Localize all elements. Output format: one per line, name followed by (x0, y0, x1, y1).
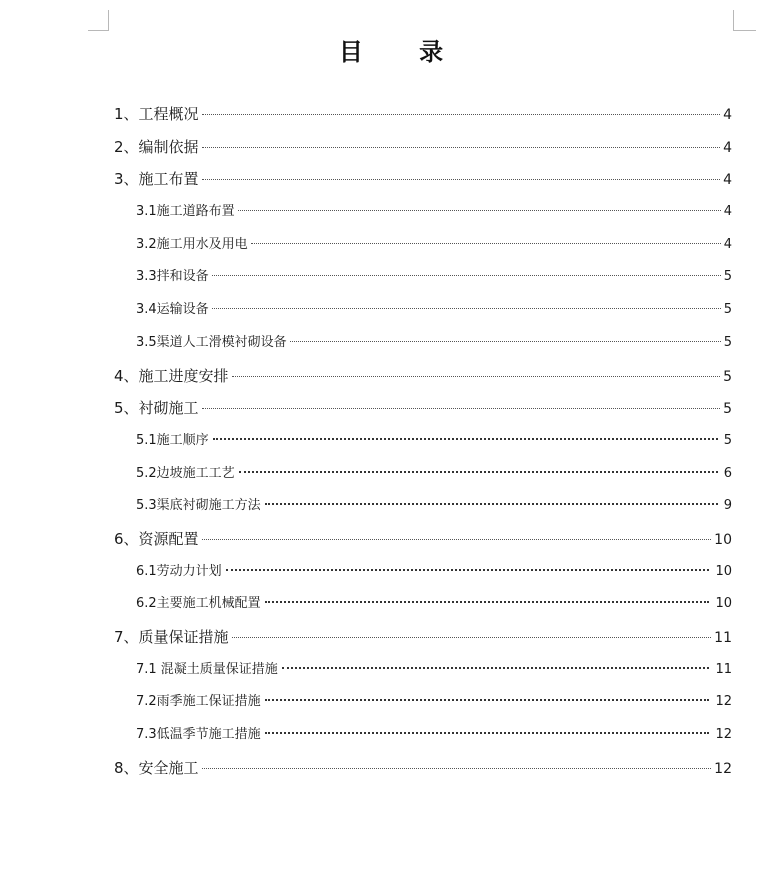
toc-entry-page: 11 (714, 630, 732, 646)
toc-leader-dots (265, 503, 718, 505)
toc-subentry[interactable] (0, 425, 732, 458)
toc-leader-dots (232, 376, 721, 377)
toc-entry-label: 7.2雨季施工保证措施 (136, 694, 261, 710)
toc-list (0, 98, 782, 784)
toc-leader-dots (282, 667, 710, 669)
toc-entry-label: 3.5渠道人工滑模衬砌设备 (136, 334, 287, 350)
toc-entry-label: 5.2边坡施工工艺 (136, 465, 235, 481)
toc-entry-label: 2、编制依据 (114, 137, 199, 156)
toc-entry-page: 5 (723, 334, 732, 350)
toc-subentry[interactable] (0, 458, 732, 491)
toc-subentry[interactable] (0, 294, 732, 327)
toc-entry[interactable] (0, 523, 732, 556)
toc-leader-dots (238, 210, 721, 211)
toc-entry-label: 3.2施工用水及用电 (136, 236, 248, 252)
toc-entry-page: 5 (723, 401, 732, 418)
toc-leader-dots (202, 539, 712, 540)
toc-leader-dots (232, 637, 712, 638)
toc-entry-label: 6、资源配置 (114, 529, 199, 548)
toc-entry-page: 12 (715, 727, 732, 743)
toc-subentry[interactable] (0, 654, 732, 687)
toc-entry-page: 4 (723, 204, 732, 220)
toc-entry[interactable] (0, 392, 732, 425)
toc-entry-page: 5 (723, 368, 732, 385)
toc-entry-page: 6 (723, 465, 732, 481)
toc-entry-page: 10 (715, 596, 732, 612)
toc-subentry[interactable] (0, 327, 732, 360)
toc-entry[interactable] (0, 752, 732, 785)
toc-entry[interactable] (0, 360, 732, 393)
toc-subentry[interactable] (0, 719, 732, 752)
toc-leader-dots (265, 601, 710, 603)
toc-leader-dots (251, 243, 721, 244)
toc-entry-label: 7.3低温季节施工措施 (136, 727, 261, 743)
crop-mark-top-left (88, 10, 109, 31)
toc-title: 目 录 (338, 37, 468, 66)
toc-entry[interactable] (0, 98, 732, 131)
toc-subentry[interactable] (0, 686, 732, 719)
toc-leader-dots (265, 732, 710, 734)
toc-leader-dots (226, 569, 710, 571)
toc-entry-label: 7、质量保证措施 (114, 628, 229, 646)
crop-mark-top-right (733, 10, 756, 31)
toc-entry-label: 5、衬砌施工 (114, 399, 199, 418)
toc-leader-dots (239, 471, 718, 473)
toc-leader-dots (212, 275, 721, 276)
toc-subentry[interactable] (0, 229, 732, 262)
toc-leader-dots (202, 179, 721, 180)
toc-entry-page: 12 (714, 760, 732, 777)
toc-entry-label: 5.3渠底衬砌施工方法 (136, 498, 261, 514)
toc-leader-dots (213, 438, 718, 440)
toc-entry-label: 1、工程概况 (114, 105, 199, 123)
toc-subentry[interactable] (0, 588, 732, 621)
toc-entry-page: 10 (714, 531, 732, 548)
toc-entry-label: 3.1施工道路布置 (136, 204, 235, 220)
toc-entry-page: 5 (723, 302, 732, 318)
toc-entry-page: 4 (723, 139, 732, 156)
toc-entry[interactable] (0, 163, 732, 196)
toc-entry[interactable] (0, 621, 732, 654)
toc-entry-page: 4 (723, 107, 732, 123)
toc-entry-page: 5 (723, 432, 732, 448)
toc-entry-label: 3、施工布置 (114, 170, 199, 189)
toc-leader-dots (202, 408, 721, 409)
toc-entry-label: 3.4运输设备 (136, 302, 209, 318)
toc-entry-label: 3.3拌和设备 (136, 269, 209, 285)
toc-entry-label: 5.1施工顺序 (136, 432, 209, 448)
toc-entry-page: 12 (715, 694, 732, 710)
toc-entry-label: 6.1劳动力计划 (136, 563, 222, 579)
toc-entry-page: 4 (723, 236, 732, 252)
toc-leader-dots (212, 308, 721, 309)
toc-entry-page: 10 (715, 563, 732, 579)
toc-entry-label: 6.2主要施工机械配置 (136, 596, 261, 612)
toc-entry-label: 7.1 混凝土质量保证措施 (136, 661, 278, 677)
toc-leader-dots (202, 147, 721, 148)
toc-leader-dots (265, 699, 710, 701)
toc-leader-dots (290, 341, 721, 342)
toc-subentry[interactable] (0, 556, 732, 589)
toc-entry-page: 4 (723, 172, 732, 189)
toc-entry-label: 4、施工进度安排 (114, 366, 229, 385)
toc-entry-page: 9 (723, 498, 732, 514)
toc-leader-dots (202, 768, 712, 769)
toc-subentry[interactable] (0, 261, 732, 294)
toc-subentry[interactable] (0, 490, 732, 523)
toc-entry-page: 11 (715, 661, 732, 677)
toc-subentry[interactable] (0, 196, 732, 229)
toc-entry[interactable] (0, 131, 732, 164)
toc-entry-page: 5 (723, 269, 732, 285)
toc-entry-label: 8、安全施工 (114, 758, 199, 777)
toc-leader-dots (202, 114, 721, 115)
